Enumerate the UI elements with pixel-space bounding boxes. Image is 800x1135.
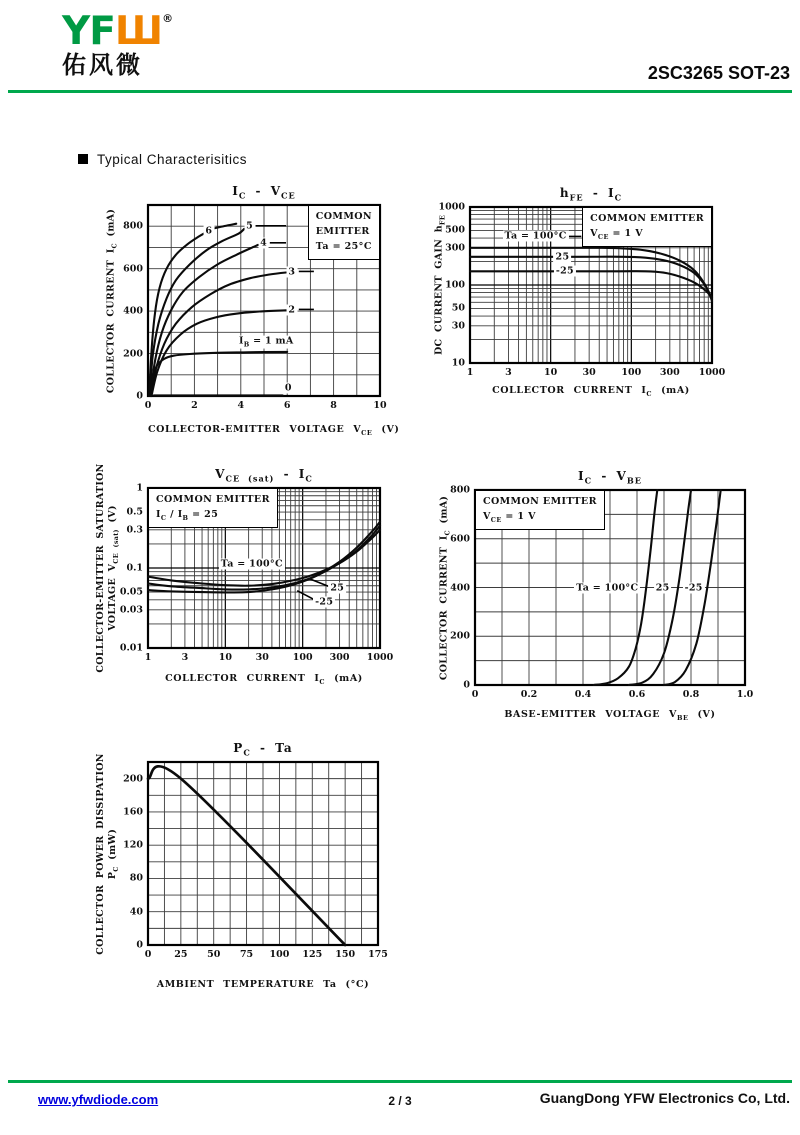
x-tick-label: 150 [335,949,356,960]
part-number: 2SC3265 SOT-23 [647,63,790,83]
x-tick-label: 0 [144,400,152,411]
page-number: 2 / 3 [388,1094,412,1108]
y-tick-label: 0.03 [119,604,143,616]
x-axis-title: BASE-EMITTER VOLTAGE $V_{BE}$ (V) [504,709,716,722]
y-tick-label: 0 [463,679,470,691]
curve-label: 25 [655,582,670,593]
curve-label: Ta = 100°C [576,582,639,593]
section-heading [78,152,247,167]
chart-condition-box: COMMON EMITTER $V_{CE} = 1$ V [582,207,712,247]
curve-label: -25 [684,582,703,593]
x-tick-label: 2 [191,400,198,411]
curve-label: -25 [315,596,334,608]
curve-label: Ta = 100°C [504,230,567,242]
y-tick-label: 120 [123,839,143,851]
chart-ic-vce [105,184,400,437]
x-tick-label: 0.4 [574,689,592,700]
x-tick-label: 0.8 [682,689,700,700]
y-tick-label: 0.5 [126,506,143,518]
curve-label: 25 [330,582,345,594]
y-tick-label: 100 [445,279,465,291]
y-tick-label: 200 [450,630,470,642]
curve-label: 4 [260,237,267,249]
chart-title: $P_C$ - Ta [233,741,293,758]
y-axis-title: COLLECTOR CURRENT $I_C$ (mA) [438,495,452,680]
y-tick-label: 0.1 [126,562,143,574]
x-tick-label: 300 [659,367,680,378]
x-tick-label: 100 [269,949,290,960]
x-tick-label: 10 [218,652,232,663]
y-tick-label: 160 [123,806,143,818]
logo-chinese-name: 佑风微 [62,51,143,79]
chart-vcesat-ic [95,463,394,686]
x-tick-label: 25 [174,949,188,960]
chart-title: $V_{CE (sat)} - I_C$ [215,467,313,484]
y-tick-label: 300 [445,242,465,254]
y-tick-label: 0.3 [126,524,143,536]
footer-divider [8,1080,792,1083]
header-divider [8,90,792,93]
y-axis-title: COLLECTOR CURRENT $I_C$ (mA) [105,208,119,393]
x-tick-label: 300 [329,652,350,663]
y-axis-title: COLLECTOR POWER DISSIPATION $P_C$ (mW) [95,752,121,955]
website-link[interactable]: www.yfwdiode.com [38,1092,159,1107]
y-tick-label: 400 [450,582,470,593]
x-tick-label: 0 [144,949,152,960]
y-tick-label: 600 [450,533,470,545]
company-name: GuangDong YFW Electronics Co, Ltd. [539,1090,790,1106]
chart-title: $I_C - V_{CE}$ [232,184,296,201]
x-tick-label: 0.2 [520,689,538,700]
section-title: Typical Characterisitics [97,152,248,167]
x-axis-title: COLLECTOR CURRENT $I_C$ (mA) [492,385,690,398]
x-tick-label: 50 [207,949,221,960]
curve-label: -25 [555,265,574,277]
x-tick-label: 1 [144,652,152,663]
y-tick-label: 800 [123,220,143,232]
x-tick-label: 3 [505,367,512,378]
x-axis-title: AMBIENT TEMPERATURE Ta (°C) [156,979,370,990]
x-tick-label: 30 [582,367,596,378]
x-tick-label: 30 [255,652,269,663]
x-tick-label: 3 [181,652,189,663]
chart-condition-box: COMMON EMITTER Ta = 25°C [308,205,380,260]
y-tick-label: 0.01 [119,642,143,654]
chart-title: $h_{FE} - I_C$ [559,186,623,203]
x-tick-label: 0 [471,689,479,700]
chart-hfe-ic [433,186,726,398]
chart-condition-box: COMMON EMITTER $I_C / I_B = 25$ [148,488,278,528]
y-tick-label: 400 [123,305,143,317]
y-tick-label: 200 [123,348,143,360]
logo-yf-text: YF [62,9,115,54]
y-tick-label: 10 [451,357,465,369]
x-tick-label: 10 [373,400,387,411]
chart-canvas [148,762,378,945]
y-tick-label: 80 [129,872,143,884]
curve-label: 5 [246,220,254,232]
curve-label: 25 [555,251,570,263]
chart-pc-ta [95,741,388,990]
y-tick-label: 1000 [438,201,465,213]
yfw-logo [62,9,174,79]
x-tick-label: 100 [292,652,313,663]
x-tick-label: 4 [237,400,245,411]
logo-w-mark: Ш [114,9,163,54]
curve-label: 6 [205,225,213,237]
x-tick-label: 10 [544,367,558,378]
chart-condition-box: COMMON EMITTER $V_{CE} = 1$ V [475,490,605,530]
x-tick-label: 1.0 [736,689,754,700]
bullet-square-icon [78,154,88,164]
y-tick-label: 200 [123,773,143,785]
y-tick-label: 1 [136,482,143,494]
curve-label: 3 [288,266,296,278]
x-tick-label: 100 [621,367,642,378]
curve-label: $I_B = 1$ mA [239,335,294,349]
x-tick-label: 0.6 [628,689,646,700]
x-tick-label: 6 [283,400,291,411]
y-tick-label: 800 [450,484,470,496]
y-tick-label: 30 [451,320,465,332]
x-tick-label: 8 [330,400,337,411]
registered-trademark-icon: ® [162,12,174,25]
chart-curve [150,229,245,396]
x-tick-label: 125 [302,949,323,960]
curve-label: 0 [284,382,292,394]
chart-curve [470,271,712,297]
y-axis-title: DC CURRENT GAIN $h_{FE}$ [433,214,447,356]
logo-wordmark [62,9,174,54]
y-tick-label: 40 [129,906,143,918]
chart-title: $I_C - V_{BE}$ [578,469,642,486]
x-axis-title: COLLECTOR CURRENT $I_C$ (mA) [165,673,363,686]
y-tick-label: 600 [123,263,143,275]
x-axis-title: COLLECTOR-EMITTER VOLTAGE $V_{CE}$ (V) [148,424,400,437]
y-tick-label: 500 [445,224,465,236]
y-tick-label: 0 [136,939,143,951]
x-tick-label: 1000 [366,652,394,663]
x-tick-label: 175 [368,949,388,960]
x-tick-label: 75 [239,949,254,960]
x-tick-label: 1 [466,367,474,378]
x-tick-label: 1000 [698,367,726,378]
y-axis-title: COLLECTOR-EMITTER SATURATION VOLTAGE $V_{CE (sat)}$ (V) [95,463,121,673]
y-tick-label: 50 [451,302,465,314]
y-tick-label: 0.05 [119,586,143,598]
curve-label: 2 [288,304,296,316]
curve-label: Ta = 100°C [220,558,283,570]
y-tick-label: 0 [136,390,143,402]
chart-ic-vbe [438,469,754,722]
